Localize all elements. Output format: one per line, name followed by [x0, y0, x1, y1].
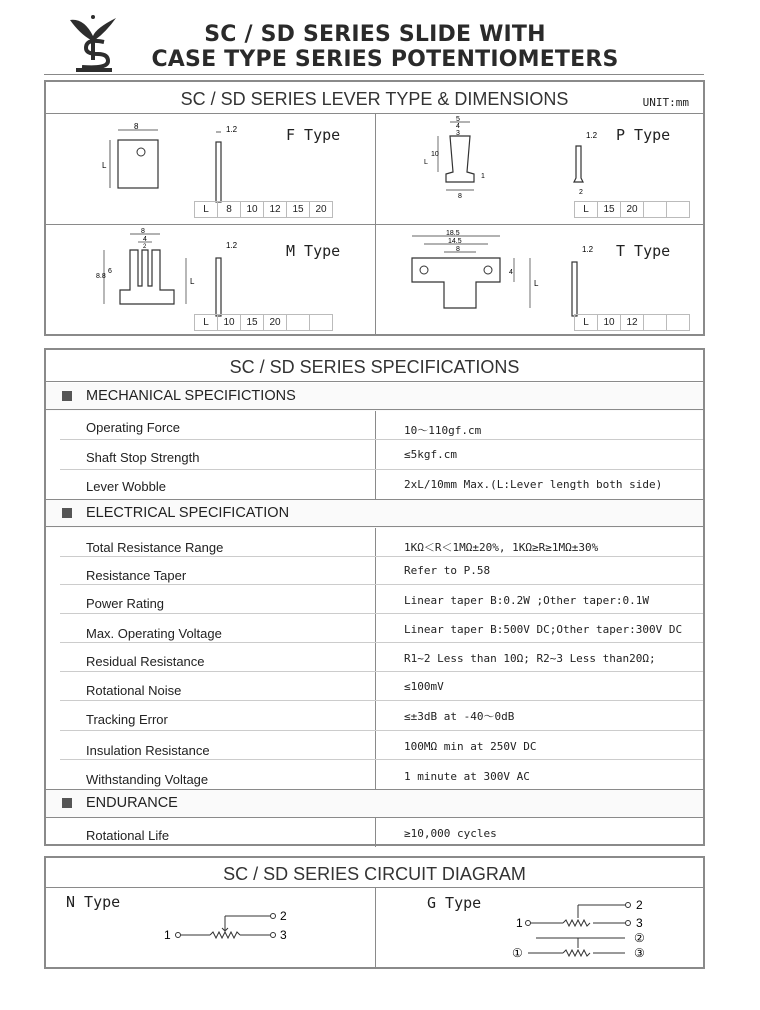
m-dim-h2: 6	[108, 268, 112, 275]
m-type-label: M Type	[286, 242, 341, 260]
electrical-section-title: ELECTRICAL SPECIFICATION	[86, 505, 290, 521]
t-type-drawing	[406, 228, 606, 318]
spec-value: ≥10,000 cycles	[404, 827, 497, 840]
t-dim-w3: 8	[456, 246, 460, 253]
p-dim-w3: 3	[456, 130, 460, 137]
row-divider	[60, 700, 703, 701]
spec-value: R1~2 Less than 10Ω; R2~3 Less than20Ω;	[404, 652, 656, 665]
endurance-section-title: ENDURANCE	[86, 795, 178, 811]
m-length-value: 10	[218, 315, 241, 331]
t-dim-w2: 14.5	[448, 238, 462, 245]
page-title-line1: SC / SD SERIES SLIDE WITH	[204, 22, 546, 47]
circuit-title-text: SC / SD SERIES CIRCUIT DIAGRAM	[223, 864, 526, 884]
spec-label: Total Resistance Range	[86, 540, 224, 555]
mechanical-section-title: MECHANICAL SPECIFICTIONS	[86, 388, 296, 404]
n-pin-2: 2	[280, 909, 287, 923]
t-length-value: 12	[621, 315, 644, 331]
p-length-value	[644, 202, 667, 218]
endurance-section-header	[46, 790, 703, 818]
specifications-title-text: SC / SD SERIES SPECIFICATIONS	[229, 357, 520, 377]
spec-label: Withstanding Voltage	[86, 772, 209, 787]
dimensions-panel	[44, 80, 705, 336]
mechanical-section-header	[46, 383, 703, 411]
f-length-value: 15	[287, 202, 310, 218]
spec-value: 10～110gf.cm	[404, 424, 482, 437]
n-pin-3: 3	[280, 928, 287, 942]
square-bullet-icon	[62, 798, 72, 808]
row-divider	[60, 584, 703, 585]
row-divider	[60, 759, 703, 760]
row-divider	[60, 556, 703, 557]
p-dim-base: 8	[458, 193, 462, 200]
spec-label: Insulation Resistance	[86, 743, 210, 758]
section-divider	[46, 409, 703, 410]
m-dim-h1: 8.8	[96, 273, 106, 280]
f-length-header: L	[195, 202, 218, 218]
section-divider	[46, 817, 703, 818]
m-dim-width: 8	[141, 228, 145, 235]
t-dim-h1: 4	[509, 269, 513, 276]
f-dim-thickness: 1.2	[226, 125, 238, 134]
specifications-panel	[44, 348, 705, 846]
p-dim-foot: 2	[579, 189, 583, 196]
spec-label: Lever Wobble	[86, 479, 166, 494]
g-type-label: G Type	[427, 894, 482, 912]
n-type-label: N Type	[66, 893, 121, 911]
p-dim-w2: 4	[456, 123, 460, 130]
spec-label: Tracking Error	[86, 712, 168, 727]
section-divider	[46, 526, 703, 527]
spec-value: ≤±3dB at -40～0dB	[404, 710, 515, 723]
p-type-label: P Type	[616, 126, 671, 144]
g-pin-3: 3	[636, 916, 643, 930]
f-length-value: 8	[218, 202, 241, 218]
n-pin-1: 1	[164, 928, 171, 942]
spec-label: Resistance Taper	[86, 568, 187, 583]
spec-value: ≤5kgf.cm	[404, 448, 457, 461]
t-length-value	[644, 315, 667, 331]
t-type-label: T Type	[616, 242, 671, 260]
t-length-value	[667, 315, 690, 331]
f-length-value: 20	[310, 202, 333, 218]
m-length-value: 20	[264, 315, 287, 331]
row-divider	[60, 613, 703, 614]
f-length-table	[194, 201, 333, 218]
spec-label: Shaft Stop Strength	[86, 450, 200, 465]
t-dim-w1: 18.5	[446, 230, 460, 237]
circuit-divider	[375, 887, 376, 967]
spec-divider-mech	[375, 409, 376, 505]
header-divider	[44, 74, 704, 75]
square-bullet-icon	[62, 508, 72, 518]
t-dim-thickness: 1.2	[582, 245, 594, 254]
row-divider	[60, 642, 703, 643]
f-dim-height: L	[102, 161, 107, 170]
spec-label: Max. Operating Voltage	[86, 626, 222, 641]
p-dim-small: 1	[481, 173, 485, 180]
p-dim-w1: 5	[456, 116, 460, 123]
f-length-value: 10	[241, 202, 264, 218]
spec-value: Linear taper B:500V DC;Other taper:300V DC	[404, 623, 683, 636]
g-pin-2b: ②	[634, 931, 645, 945]
g-pin-1b: ①	[512, 946, 523, 960]
m-length-value: 15	[241, 315, 264, 331]
circuit-title	[46, 858, 703, 888]
g-pin-3b: ③	[634, 946, 645, 960]
p-length-value: 20	[621, 202, 644, 218]
f-dim-width: 8	[134, 122, 139, 131]
spec-divider-end	[375, 817, 376, 847]
row-divider	[60, 730, 703, 731]
p-dim-thickness: 1.2	[586, 131, 598, 140]
spec-label: Residual Resistance	[86, 654, 205, 669]
spec-value: Refer to P.58	[404, 564, 491, 577]
m-type-drawing	[96, 228, 266, 312]
spec-value: 100MΩ min at 250V DC	[404, 740, 537, 753]
m-dim-thickness: 1.2	[226, 241, 238, 250]
circuit-panel	[44, 856, 705, 969]
spec-value: 1KΩ＜R＜1MΩ±20%, 1KΩ≥R≥1MΩ±30%	[404, 541, 599, 554]
m-dim-h3: L	[190, 277, 195, 286]
p-length-value: 15	[598, 202, 621, 218]
m-length-value	[287, 315, 310, 331]
row-divider	[60, 671, 703, 672]
m-length-value	[310, 315, 333, 331]
spec-label: Rotational Life	[86, 828, 170, 843]
f-type-label: F Type	[286, 126, 341, 144]
m-dim-inner: 4	[143, 236, 147, 243]
f-type-drawing	[96, 120, 266, 210]
g-pin-1: 1	[516, 916, 523, 930]
spec-value: 1 minute at 300V AC	[404, 770, 530, 783]
m-length-header: L	[195, 315, 218, 331]
electrical-section-header	[46, 500, 703, 528]
row-divider	[60, 439, 703, 440]
spec-label: Power Rating	[86, 596, 165, 611]
p-type-drawing	[424, 116, 598, 212]
t-length-header: L	[575, 315, 598, 331]
g-pin-2: 2	[636, 898, 643, 912]
p-dim-h2: L	[424, 159, 428, 166]
g-type-circuit	[506, 896, 656, 968]
dimensions-title-text: SC / SD SERIES LEVER TYPE & DIMENSIONS	[180, 89, 569, 109]
unit-label: UNIT:mm	[642, 96, 689, 109]
spec-label: Rotational Noise	[86, 683, 182, 698]
dimensions-title	[46, 82, 703, 114]
spec-divider-elec	[375, 526, 376, 789]
page-title-line2: CASE TYPE SERIES POTENTIOMETERS	[151, 47, 619, 72]
t-length-table	[574, 314, 690, 331]
spec-value: Linear taper B:0.2W ;Other taper:0.1W	[404, 594, 650, 607]
p-length-header: L	[575, 202, 598, 218]
p-dim-h1: 10	[431, 151, 439, 158]
m-length-table	[194, 314, 333, 331]
row-divider	[60, 469, 703, 470]
t-length-value: 10	[598, 315, 621, 331]
f-length-value: 12	[264, 202, 287, 218]
n-type-circuit	[156, 906, 296, 946]
dimensions-divider-h	[46, 224, 703, 225]
spec-value: 2xL/10mm Max.(L:Lever length both side)	[404, 478, 663, 491]
p-length-table	[574, 201, 690, 218]
square-bullet-icon	[62, 391, 72, 401]
t-dim-h2: L	[534, 279, 539, 288]
p-length-value	[667, 202, 690, 218]
spec-label: Operating Force	[86, 420, 180, 435]
spec-value: ≤100mV	[404, 680, 444, 693]
m-dim-slot: 2	[143, 244, 147, 250]
specifications-title	[46, 350, 703, 382]
